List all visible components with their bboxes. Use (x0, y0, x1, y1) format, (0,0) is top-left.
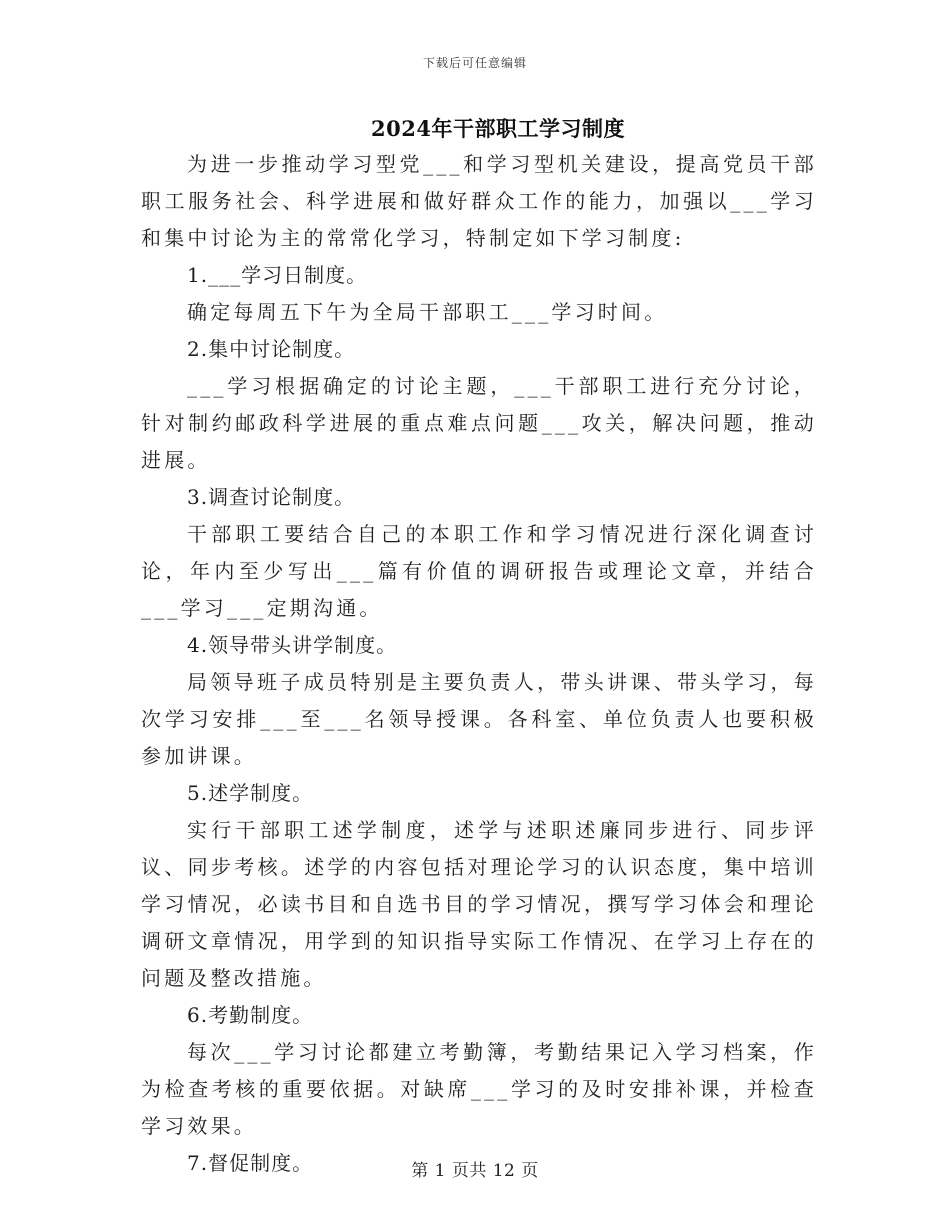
document-title: 2024年干部职工学习制度 (371, 116, 625, 141)
section-heading-5: 5.述学制度。 (187, 781, 314, 805)
paragraph-2: ___学习根据确定的讨论主题，___干部职工进行充分讨论，针对制约邮政科学进展的重点难点问题___攻关，解决问题，推动进展。 (141, 374, 817, 472)
header-note: 下载后可任意编辑 (422, 56, 527, 70)
page-indicator: 第 1 页共 12 页 (411, 1161, 539, 1181)
section-heading-1: 1.___学习日制度。 (187, 263, 368, 287)
paragraph-intro: 为进一步推动学习型党___和学习型机关建设，提高党员干部职工服务社会、科学进展和做好群众工作的能力，加强以___学习和集中讨论为主的常常化学习，特制定如下学习制度: (141, 152, 817, 250)
paragraph-3: 干部职工要结合自己的本职工作和学习情况进行深化调查讨论，年内至少写出___篇有价值的调研报告或理论文章，并结合___学习___定期沟通。 (141, 522, 817, 620)
section-heading-4: 4.领导带头讲学制度。 (187, 633, 398, 657)
section-heading-7: 7.督促制度。 (187, 1151, 314, 1175)
document-body (141, 146, 817, 1182)
paragraph-5: 实行干部职工述学制度，述学与述职述廉同步进行、同步评议、同步考核。述学的内容包括对理论学习的认识态度，集中培训学习情况，必读书目和自选书目的学习情况，撰写学习体会和理论调研文章情况，用学到的知识指导实际工作情况、在学习上存在的问题及整改措施。 (141, 818, 817, 990)
section-heading-2: 2.集中讨论制度。 (187, 337, 356, 361)
paragraph-4: 局领导班子成员特别是主要负责人，带头讲课、带头学习，每次学习安排___至___名领导授课。各科室、单位负责人也要积极参加讲课。 (141, 670, 817, 768)
section-heading-3: 3.调查讨论制度。 (187, 485, 356, 509)
paragraph-6: 每次___学习讨论都建立考勤簿，考勤结果记入学习档案，作为检查考核的重要依据。对缺席___学习的及时安排补课，并检查学习效果。 (141, 1040, 817, 1138)
section-heading-6: 6.考勤制度。 (187, 1003, 314, 1027)
paragraph-1: 确定每周五下午为全局干部职工___学习时间。 (187, 300, 668, 324)
